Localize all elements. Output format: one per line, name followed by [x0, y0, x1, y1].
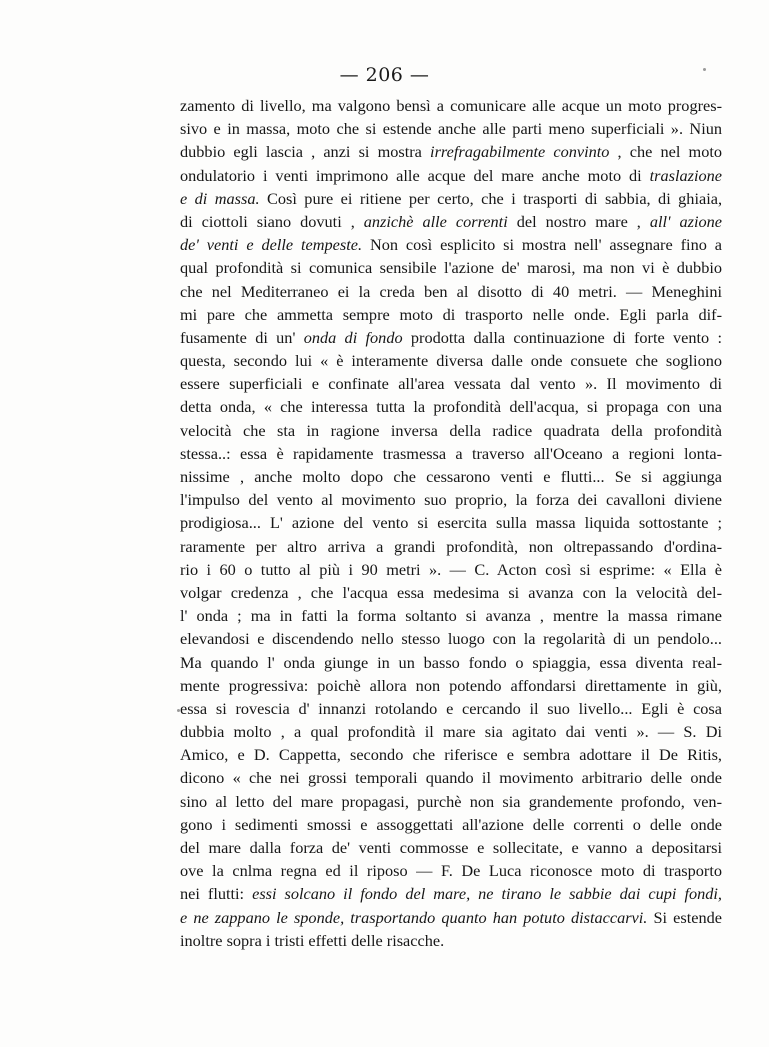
italic-text: e ne zappano le sponde, trasportando quanto han potuto distaccarvi.: [180, 907, 648, 927]
text-run: dicono « che nei grossi temporali quando il movimento arbitrario delle onde: [180, 768, 722, 788]
paper-speck: [177, 709, 180, 712]
text-line: [180, 442, 722, 465]
text-line: [180, 117, 722, 140]
text-line: [180, 419, 722, 442]
text-line: [180, 790, 722, 813]
italic-text: irrefragabilmente convinto: [430, 142, 610, 162]
text-run: velocità che sta in ragione inversa della radice quadrata della profondità: [180, 420, 722, 440]
text-line: [180, 233, 722, 256]
text-line: [180, 882, 722, 905]
text-line: [180, 535, 722, 558]
text-run: elevandosi e discendendo nello stesso luogo con la regolarità di un pendolo...: [180, 629, 722, 649]
text-line: [180, 256, 722, 279]
text-run: volgar credenza , che l'acqua essa medesima si avanza con la velocità del-: [180, 582, 722, 602]
text-line: [180, 581, 722, 604]
text-run: , che nel moto: [609, 142, 723, 162]
paper-speck: [703, 68, 706, 71]
text-run: Amico, e D. Cappetta, secondo che riferisce e sembra adottare il De Ritis,: [180, 745, 722, 765]
text-line: [180, 326, 722, 349]
text-run: mi pare che ammetta sempre moto di trasporto nelle onde. Egli parla dif-: [180, 304, 722, 324]
text-line: [180, 210, 722, 233]
text-line: [180, 94, 722, 117]
text-run: essere superficiali e confinate all'area vessata dal vento ». Il movimento di: [180, 374, 722, 394]
text-run: stessa..: essa è rapidamente trasmessa a traverso all'Oceano a regioni lonta-: [180, 443, 722, 463]
text-run: mente progressiva: poichè allora non potendo affondarsi direttamente in giù,: [180, 675, 722, 695]
text-run: l'impulso del vento al movimento suo proprio, la forza dei cavalloni diviene: [180, 490, 722, 510]
text-run: prodigiosa... L' azione del vento si esercita sulla massa liquida sottostante ;: [180, 513, 722, 533]
italic-text: onda di fondo: [303, 327, 403, 347]
text-run: inoltre sopra i tristi effetti delle risacche.: [180, 930, 445, 950]
text-run: gono i sedimenti smossi e assoggettati all'azione delle correnti o delle onde: [180, 814, 722, 834]
text-run: Ma quando l' onda giunge in un basso fondo o spiaggia, essa diventa real-: [180, 652, 722, 672]
text-run: sivo e in massa, moto che si estende anche alle parti meno superficiali ». Niun: [180, 119, 722, 139]
italic-text: essi solcano il fondo del mare, ne tirano le sabbie dai cupi fondi,: [252, 884, 722, 904]
text-line: [180, 280, 722, 303]
text-run: Si estende: [647, 907, 723, 927]
text-line: [180, 813, 722, 836]
text-line: [180, 743, 722, 766]
text-line: [180, 836, 722, 859]
text-line: [180, 303, 722, 326]
text-run: sino al letto del mare propagasi, purchè non sia grandemente profondo, ven-: [180, 791, 722, 811]
text-line: [180, 372, 722, 395]
italic-text: de' venti e delle tempeste.: [180, 235, 363, 255]
text-line: [180, 906, 722, 929]
text-line: [180, 558, 722, 581]
text-run: questa, secondo lui « è interamente diversa dalle onde consuete che sogliono: [180, 351, 722, 371]
text-run: essa si rovescia d' innanzi rotolando e cercando il suo livello... Egli è cosa: [180, 698, 722, 718]
text-line: [180, 465, 722, 488]
text-line: [180, 349, 722, 372]
text-run: di ciottoli siano dovuti ,: [180, 211, 364, 231]
text-run: dubbio egli lascia , anzi si mostra: [180, 142, 431, 162]
text-run: rio i 60 o tutto al più i 90 metri ». — C. Acton così si esprime: « Ella è: [180, 559, 722, 579]
text-run: Così pure ei ritiene per certo, che i trasporti di sabbia, di ghiaia,: [259, 188, 723, 208]
text-run: ove la cnlma regna ed il riposo — F. De Luca riconosce moto di trasporto: [180, 861, 722, 881]
text-run: detta onda, « che interessa tutta la profondità dell'acqua, si propaga con una: [180, 397, 722, 417]
text-run: raramente per altro arriva a grandi profondità, non oltrepassando d'ordina-: [180, 536, 722, 556]
italic-text: anzichè alle correnti: [363, 211, 508, 231]
text-line: [180, 674, 722, 697]
text-line: [180, 140, 722, 163]
text-run: zamento di livello, ma valgono bensì a comunicare alle acque un moto progres-: [180, 96, 722, 115]
text-run: ondulatorio i venti imprimono alle acque del mare anche moto di: [180, 165, 650, 185]
text-run: prodotta dalla continuazione di forte vento :: [402, 327, 722, 347]
text-line: [180, 511, 722, 534]
italic-text: all' azione: [649, 211, 723, 231]
text-line: [180, 627, 722, 650]
text-line: [180, 395, 722, 418]
text-run: qual profondità si comunica sensibile l'azione de' marosi, ma non vi è dubbio: [180, 258, 722, 278]
body-text: [180, 94, 722, 952]
text-line: [180, 929, 722, 952]
text-line: [180, 651, 722, 674]
text-run: del mare dalla forza de' venti commosse e sollecitate, e vanno a depositarsi: [180, 838, 722, 857]
text-line: [180, 488, 722, 511]
text-line: [180, 720, 722, 743]
text-run: nissime , anche molto dopo che cessarono venti e flutti... Se si aggiunga: [180, 467, 722, 486]
text-run: l' onda ; ma in fatti la forma soltanto si avanza , mentre la massa rimane: [180, 606, 722, 626]
text-run: del nostro mare ,: [507, 211, 650, 231]
text-run: dubbia molto , a qual profondità il mare sia agitato dai venti ». — S. Di: [180, 722, 722, 742]
italic-text: e di massa.: [180, 188, 260, 208]
italic-text: traslazione: [649, 165, 722, 185]
text-line: [180, 859, 722, 882]
text-line: [180, 766, 722, 789]
text-line: [180, 604, 722, 627]
text-line: [180, 164, 722, 187]
page-number: — 206 —: [339, 64, 430, 86]
text-run: nei flutti:: [180, 884, 253, 904]
text-run: che nel Mediterraneo ei la creda ben al disotto di 40 metri. — Meneghini: [180, 281, 722, 301]
text-run: fusamente di un': [180, 327, 304, 347]
text-line: [180, 697, 722, 720]
text-run: Non così esplicito si mostra nell' assegnare fino a: [362, 235, 722, 255]
text-line: [180, 187, 722, 210]
